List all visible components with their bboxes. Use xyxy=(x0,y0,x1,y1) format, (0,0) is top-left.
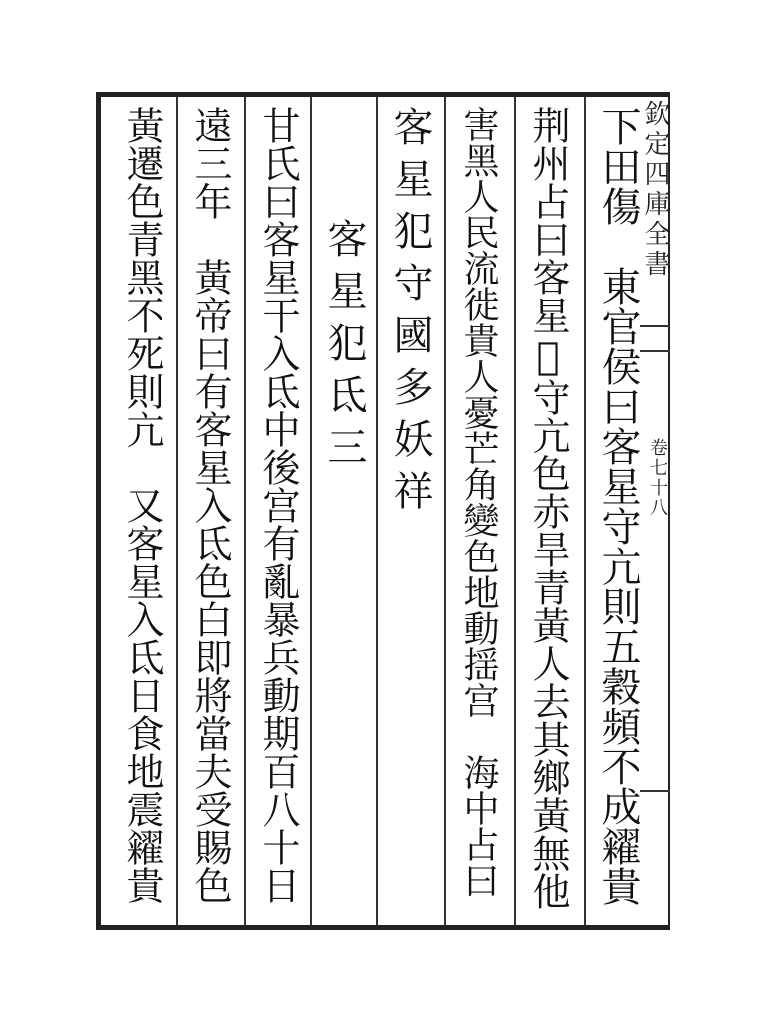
text-column-3 xyxy=(450,106,506,898)
text-column-8 xyxy=(114,106,170,904)
section-heading: 客星犯氐三 xyxy=(321,218,367,478)
book-title: 欽定四庫全書 xyxy=(640,100,670,280)
juan-number: 卷七十八 xyxy=(647,438,668,518)
text-column-1 xyxy=(590,106,646,906)
column-separator xyxy=(376,97,378,925)
column-text: 黃遷色青黑不死則亢 又客星入氐日食地震糴貴 xyxy=(120,106,164,904)
column-separator xyxy=(310,97,312,925)
column-text: 遠三年 黃帝曰有客星入氐色白即將當夫受賜色 xyxy=(188,106,232,904)
text-column-2 xyxy=(520,106,576,910)
text-column-7 xyxy=(182,106,238,904)
column-separator xyxy=(584,97,586,925)
column-text: 客星犯守國多妖祥 xyxy=(387,106,433,522)
column-text: 下田傷 東官侯曰客星守亢則五穀頻不成糴貴 xyxy=(595,106,641,906)
column-text: 甘氏曰客星干入氐中後宫有亂暴兵動期百八十日 xyxy=(256,106,300,904)
text-column-4 xyxy=(382,106,438,522)
column-separator xyxy=(176,97,178,925)
column-separator xyxy=(444,97,446,925)
column-separator xyxy=(244,97,246,925)
column-text: 荆州占曰客星𤄊守亢色赤旱青黃人去其鄉黃無他 xyxy=(526,106,570,910)
text-column-6 xyxy=(250,106,306,904)
column-text: 害黑人民流徙貴人憂芒角變色地動揺宫 海中占曰 xyxy=(458,106,499,898)
section-heading-column xyxy=(316,218,372,478)
column-separator xyxy=(514,97,516,925)
